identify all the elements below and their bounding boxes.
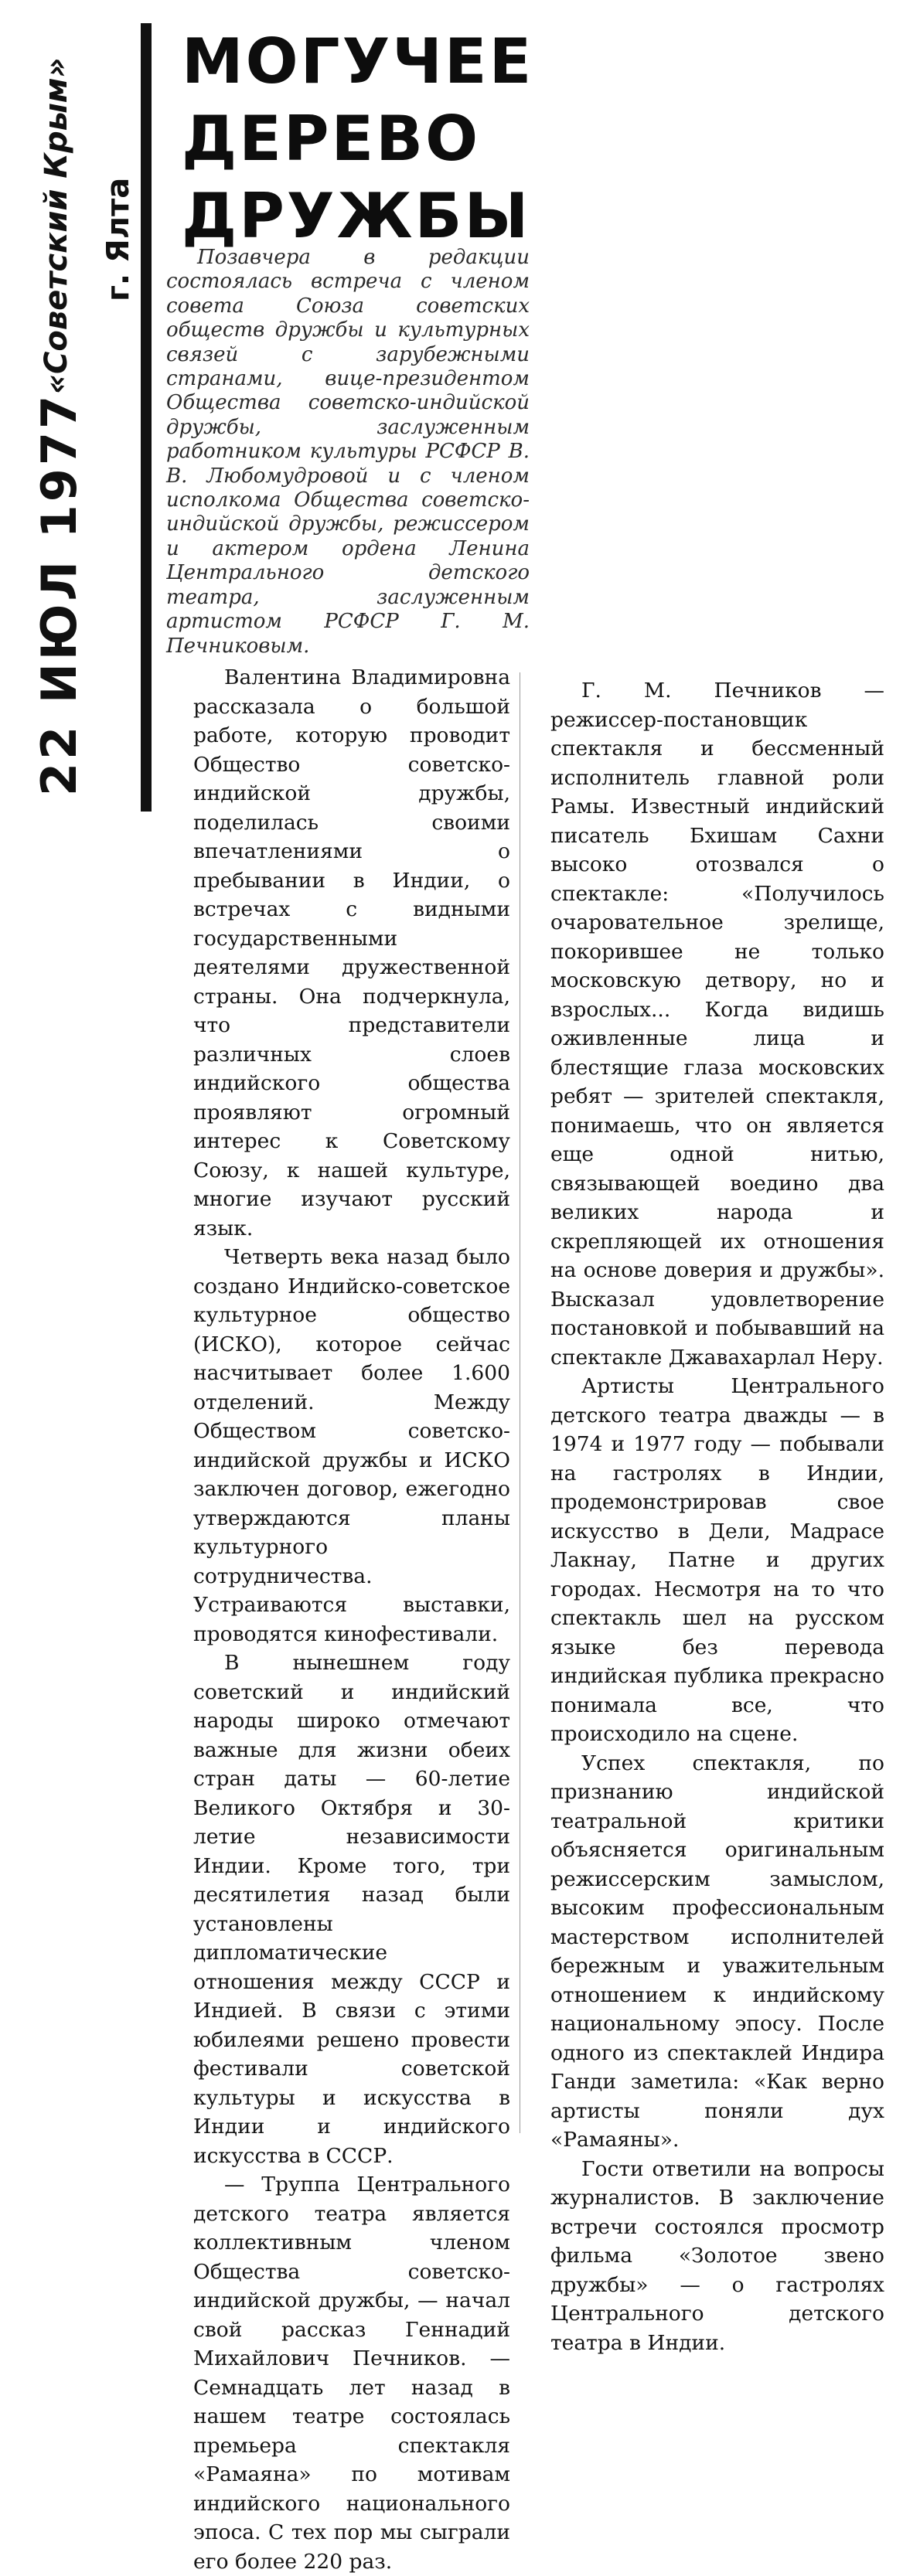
lead-paragraph: Позавчера в редакции состоялась встреча с членом совета Союза советских обществ дружбы и культурных связей с зарубежными странами, вице-президентом Общества советско-индийской дружбы, заслуженным работником культуры РСФСР В. В. Любомудровой и с членом исполкома Общества советско-индийской дружбы, режиссером и актером ордена Ленина Центрального детского театра, заслуженным артистом РСФСР Г. М. Печниковым. — [166, 246, 530, 658]
clipping-stamp — [15, 57, 155, 812]
paragraph: Гости ответили на вопросы журналистов. В заключение встречи состоялся просмотр фильма «Золотое звено дружбы» — о гастролях Центрального детского театра в Индии. — [550, 2156, 884, 2355]
headline — [182, 23, 534, 255]
headline-line-1: МОГУЧЕЕ — [182, 26, 534, 97]
headline-line-3: ДРУЖБЫ — [182, 180, 531, 252]
stamp-rotated-block — [15, 57, 155, 812]
stamp-date: 22 ИЮЛ 1977 — [31, 392, 87, 796]
paragraph: Валентина Владимировна рассказала о большой работе, которую проводит Общество советско-индийской дружбы, поделилась своими впечатлениями о пребывании в Индии, о встречах с видными государственными деятелями дружественной страны. Она подчеркнула, что представители различных слоев индийского общества проявляют огромный интерес к Советскому Союзу, к нашей культуре, многие изучают русский язык. — [193, 665, 510, 1240]
paragraph: Четверть века назад было создано Индийско-советское культурное общество (ИСКО), которое сейчас насчитывает более 1.600 отделений. Между Обществом советско-индийской дружбы и ИСКО заключен договор, ежегодно утверждаются планы культурного сотрудничества. Устраиваются выставки, проводятся кинофестивали. — [193, 1245, 510, 1646]
headline-line-2: ДЕРЕВО — [182, 103, 481, 175]
paragraph: В нынешнем году советский и индийский народы широко отмечают важные для жизни обеих стран даты — 60-летие Великого Октября и 30-летие независимости Индии. Кроме того, три десятилетия назад были установлены дипломатические отношения между СССР и Индией. В связи с этими юбилеями решено провести фестивали советской культуры и искусства в Индии и индийского искусства в СССР. — [193, 1651, 510, 2168]
stamp-city: г. Ялта — [101, 177, 136, 301]
paragraph: Артисты Центрального детского театра дважды — в 1974 и 1977 году — побывали на гастролях в Индии, продемонстрировав свое искусство в Дели, Мадрасе Лакнау, Патне и других городах. Несмотря на то что спектакль шел на русском языке без перевода индийская публика прекрасно понимала все, что происходило на сцене. — [550, 1374, 884, 1746]
paragraph: — Труппа Центрального детского театра является коллективным членом Общества советско-индийской дружбы, — начал свой рассказ Геннадий Михайлович Печников. — Семнадцать лет назад в нашем театре состоялась премьера спектакля «Рамаяна» по мотивам индийского национального эпоса. С тех пор мы сыграли его более 220 раз. — [193, 2173, 510, 2574]
vertical-rule — [141, 23, 152, 812]
paragraph: Г. М. Печников — режиссер-постановщик спектакля и бессменный исполнитель главной роли Рамы. Известный индийский писатель Бхишам Сахни высоко отозвался о спектакле: «Получилось очаровательное зрелище, покорившее не только московскую детвору, но и взрослых... Когда видишь оживленные лица и блестящие глаза московских ребят — зрителей спектакля, понимаешь, что он является еще одной нитью, связывающей воедино два великих народа и скрепляющей их отношения на основе доверия и дружбы». Высказал удовлетворение постановкой и побывавший на спектакле Джавахарлал Неру. — [550, 679, 884, 1370]
right-column — [550, 676, 884, 2357]
left-column — [193, 663, 510, 2576]
stamp-source: «Советский Крым» — [39, 57, 74, 394]
paragraph: Успех спектакля, по признанию индийской театральной критики объясняется оригинальным режиссерским замыслом, высоким профессиональным мастерством исполнителей бережным и уважительным отношением к индийскому национальному эпосу. После одного из спектаклей Индира Ганди заметила: «Как верно артисты поняли дух «Рамаяны». — [550, 1751, 884, 2152]
